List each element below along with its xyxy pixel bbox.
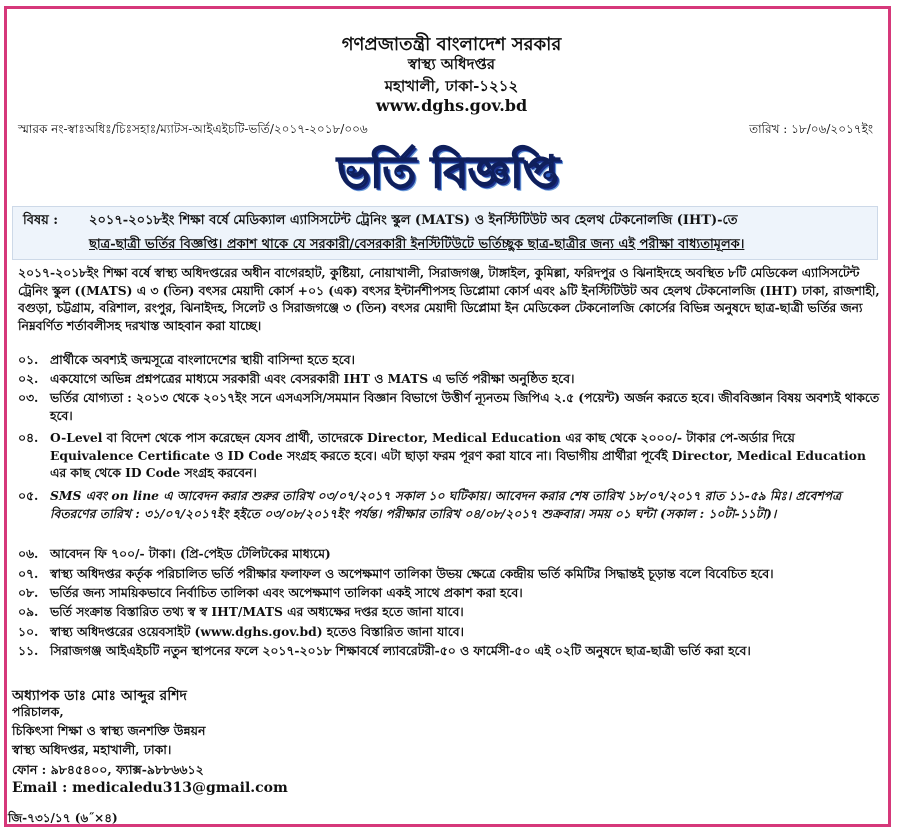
intro-paragraph: ২০১৭-২০১৮ইং শিক্ষা বর্ষে স্বাস্থ্য অধিদপ্তরের অধীন বাগেরহাট, কুষ্টিয়া, নোয়াখালী, সিরাজগঞ্জ, টাঙ্গাইল, কুমিল্লা, ফরিদপুর ও ঝিনাইদহে অবস্থিত ৮টি মেডিকেল এ্যাসিসটেন্ট ট্রেনিং স্কুল ((MATS) এ ৩ (তিন) বৎসর মেয়াদী কোর্স +০১ (এক) বৎসর ইন্টার্নশীপসহ ডিপ্লোমা কোর্স এবং ৯টি ইনস্টিটিউট অব হেলথ টেকনোলজি (IHT) ঢাকা, রাজশাহী, বগুড়া, চট্টগ্রাম, বরিশাল, রংপুর, ঝিনাইদহ, সিলেট ও সিরাজগঞ্জে ৩ (তিন) বৎসর মেয়াদী ডিপ্লোমা ইন মেডিকেল টেকনোলজি কোর্সের বিভিন্ন অনুষদে ছাত্র-ছাত্রী ভর্তির জন্য নিম্নবর্ণিত শর্তাবলীসহ দরখাস্ত আহবান করা যাচ্ছে। (18, 265, 880, 333)
contact-email[interactable]: Email : medicaledu313@gmail.com (12, 780, 288, 796)
memo-number: স্মারক নং-স্বাঃঅধিঃ/চিঃসহাঃ/ম্যাটস-আইএইচটি-ভর্তি/২০১৭-২০১৮/০০৬ (18, 122, 368, 136)
subject-line-2: ছাত্র-ছাত্রী ভর্তির বিজ্ঞপ্তি। প্রকাশ থাকে যে সরকারী/বেসরকারী ইনস্টিটিউটে ভর্তিচ্ছুক ছাত্র-ছাত্রীর জন্য এই পরীক্ষা বাধ্যতামূলক। (89, 237, 745, 252)
government-name: গণপ্রজাতন্ত্রী বাংলাদেশ সরকার (341, 34, 562, 55)
subject-box (12, 206, 878, 260)
signatory-title: পরিচালক, (12, 704, 64, 719)
signatory-department: চিকিৎসা শিক্ষা ও স্বাস্থ্য জনশক্তি উন্নয়ন (12, 723, 206, 738)
website-link[interactable]: www.dghs.gov.bd (375, 96, 528, 115)
notice-banner-title: ভর্তি বিজ্ঞপ্তি (288, 143, 608, 203)
signatory-office: স্বাস্থ্য অধিদপ্তর, মহাখালী, ঢাকা। (12, 742, 172, 757)
address: মহাখালী, ঢাকা-১২১২ (384, 77, 519, 95)
signatory-name: অধ্যাপক ডাঃ মোঃ আব্দুর রশিদ (12, 688, 187, 704)
subject-line-1: ২০১৭-২০১৮ইং শিক্ষা বর্ষে মেডিক্যাল এ্যাসিসটেন্ট ট্রেনিং স্কুল (MATS) ও ইনস্টিটিউট অব হেলথ টেকনোলজি (IHT)-তে (89, 213, 738, 228)
subject-label: বিষয় : (23, 213, 59, 228)
notice-date: তারিখ : ১৮/০৬/২০১৭ইং (749, 122, 873, 136)
department-name: স্বাস্থ্য অধিদপ্তর (407, 55, 496, 73)
advertisement-code: জি-৭৩১/১৭ (৬˝×৪) (8, 811, 118, 825)
contact-phone: ফোন : ৯৮৪৫৪০০, ফ্যাক্স-৯৮৮৬৬১২ (12, 762, 204, 777)
